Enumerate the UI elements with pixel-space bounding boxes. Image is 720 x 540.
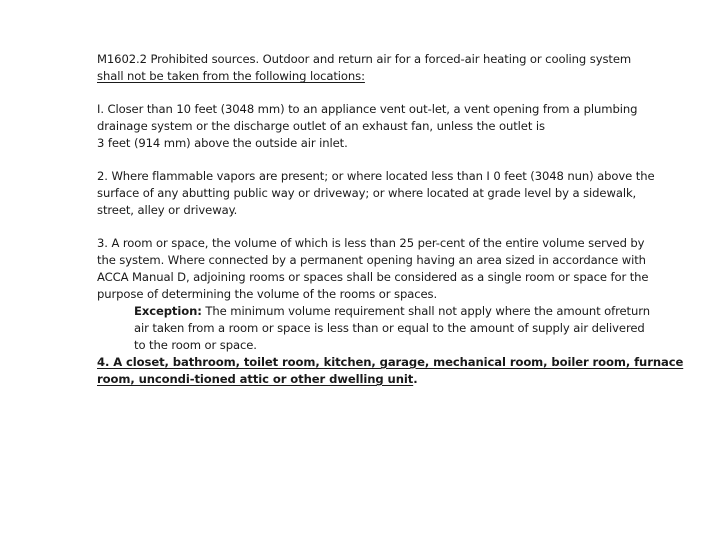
- item-1-line-2: drainage system or the discharge outlet of an exhaust fan, unless the outlet is: [97, 119, 545, 133]
- heading-line-2: shall not be taken from the following locations:: [97, 69, 365, 83]
- heading-line-1: M1602.2 Prohibited sources. Outdoor and return air for a forced-air heating or cooling system: [97, 52, 632, 66]
- document-page: [97, 51, 684, 388]
- spacer: [97, 152, 657, 168]
- item-2-line-2: surface of any abutting public way or driveway; or where located at grade level by a sidewalk,: [97, 186, 637, 200]
- item-3-line-3: ACCA Manual D, adjoining rooms or spaces shall be considered as a single room or space for the: [97, 270, 649, 284]
- item-2-line-3: street, alley or driveway.: [97, 203, 238, 217]
- exception-line-1: [134, 303, 657, 320]
- item-3-line-2: the system. Where connected by a permanent opening having an area sized in accordance with: [97, 253, 646, 267]
- exception-line-1-text: The minimum volume requirement shall not apply where the amount ofreturn: [201, 304, 650, 318]
- spacer: [97, 219, 657, 235]
- item-4-line-2-end: .: [413, 372, 418, 386]
- exception-block: [97, 303, 657, 354]
- item-4-line-1: 4. A closet, bathroom, toilet room, kitchen, garage, mechanical room, boiler room, furnace: [97, 355, 684, 369]
- item-3-line-1: 3. A room or space, the volume of which is less than 25 per-cent of the entire volume served by: [97, 236, 645, 250]
- item-1-line-1: I. Closer than 10 feet (3048 mm) to an appliance vent out-let, a vent opening from a plumbing: [97, 102, 638, 116]
- exception-label: Exception:: [134, 304, 202, 318]
- exception-line-3: to the room or space.: [134, 338, 257, 352]
- item-1: [97, 101, 657, 152]
- item-1-line-3: 3 feet (914 mm) above the outside air inlet.: [97, 136, 348, 150]
- section-heading: [97, 51, 657, 85]
- item-2-line-1: 2. Where flammable vapors are present; or where located less than I 0 feet (3048 nun) above the: [97, 169, 655, 183]
- exception-line-2: air taken from a room or space is less than or equal to the amount of supply air delivered: [134, 321, 645, 335]
- item-3: [97, 235, 657, 303]
- item-4: [97, 354, 684, 388]
- item-3-line-4: purpose of determining the volume of the rooms or spaces.: [97, 287, 438, 301]
- spacer: [97, 85, 657, 101]
- item-4-line-2-wrap: [97, 371, 657, 388]
- item-2: [97, 168, 657, 219]
- item-4-line-2: room, uncondi-tioned attic or other dwelling unit: [97, 372, 414, 386]
